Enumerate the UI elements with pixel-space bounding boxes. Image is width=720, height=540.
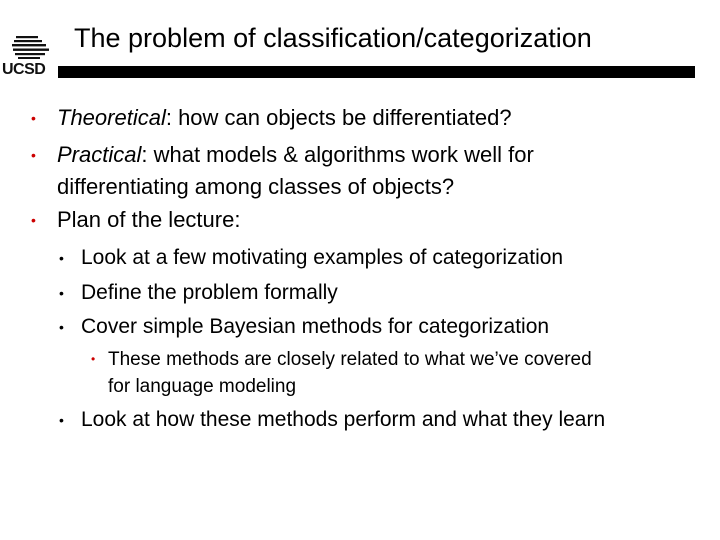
bullet-dot: •	[91, 352, 96, 366]
bullet-practical	[31, 139, 534, 203]
sub-bullet-text: Cover simple Bayesian methods for categorization	[81, 315, 550, 338]
bullet-dot: •	[31, 147, 36, 163]
sub-bullet	[59, 403, 606, 437]
bullet-dot: •	[31, 212, 36, 228]
bullet-dot: •	[59, 250, 64, 266]
sub-bullet-text: Look at a few motivating examples of categorization	[81, 246, 564, 269]
sub-bullet-text: Look at how these methods perform and what they learn	[81, 408, 606, 431]
sub-bullet	[59, 310, 550, 344]
bullet-emphasis: Theoretical	[57, 105, 166, 130]
sub-sub-bullet	[91, 346, 592, 400]
bullet-continuation: differentiating among classes of objects?	[57, 174, 455, 199]
bullet-text: : how can objects be differentiated?	[165, 105, 512, 130]
bullet-dot: •	[59, 285, 64, 301]
bullet-dot: •	[31, 110, 36, 126]
bullet-text: Plan of the lecture:	[57, 207, 241, 232]
logo-text: UCSD	[2, 61, 46, 78]
sub-sub-bullet-continuation: for language modeling	[108, 376, 297, 397]
bullet-emphasis: Practical	[57, 142, 142, 167]
slide-title: The problem of classification/categorization	[74, 23, 592, 53]
bullet-text: : what models & algorithms work well for	[141, 142, 534, 167]
sub-bullet	[59, 276, 338, 310]
bullet-plan	[31, 204, 241, 236]
bullet-dot: •	[59, 319, 64, 335]
sub-bullet	[59, 241, 564, 275]
sub-bullet-text: Define the problem formally	[81, 281, 338, 304]
bullet-dot: •	[59, 412, 64, 428]
bullet-theoretical	[31, 102, 512, 134]
sub-sub-bullet-text: These methods are closely related to what we’ve covered	[108, 349, 592, 370]
